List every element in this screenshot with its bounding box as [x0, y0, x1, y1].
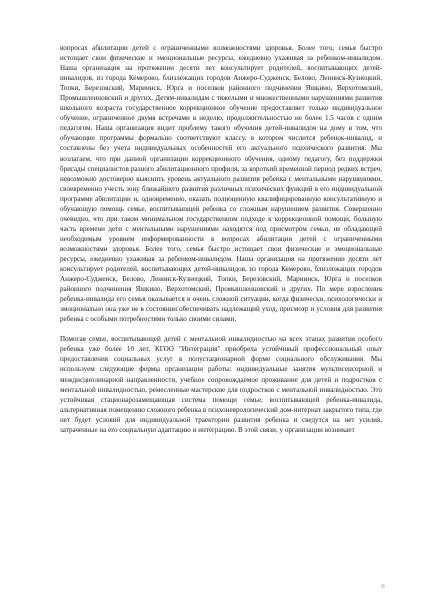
document-body — [60, 43, 382, 435]
page-corner-dot — [381, 584, 385, 588]
paragraph-integration-experience: Помогая семье, воспитывающей детей с ментальной инвалидностью на всех этапах развития особого ребенка уже более 10 лет, КГОО "Интеграция" приобрела устойчивый профессиональный опыт предоставления социальных услуг в полустационарной форме социального обслуживания. Мы используем следующие формы организации работы: индивидуальные занятия мультисенсорной и междисциплинарной направленности, учебное сопровождаемое проживание для детей и подростков с ментальной инвалидностью, ремесленные мастерские для подростков с ментальной инвалидностью. Это устойчивая стационарозамещающая система помощи семье, воспитывающей ребенка-инвалида, альтернативная помещению сложного ребенка в психоневрологический дом-интернат закрытого типа, где нет будет условий для индивидуальной траектории развития ребенка и сведутся на нет усилия, затраченные на его социальную адаптацию и интеграцию. В этой связи, у организации возникает — [60, 335, 382, 434]
paragraph-abilitation-context: вопросах абилитации детей с ограниченными возможностями здоровья. Более того, семья быстро истощает свои физические и эмоциональные ресурсы, ежедневно ухаживая за ребенком-инвалидом. Наша организация на протяжении десяти лет консультирует родителей, воспитывающих детей-инвалидов, из города Кемерово, близлежащих городов Анжеро-Судженск, Белово, Ленинск-Кузнецкий, Топки, Березовский, Мариинск, Юрга и поселков районного подчинения Яшкино, Верхотомский, Промышленновский и других. Детям-инвалидам с тяжелыми и множественными нарушениями развития школьного возраста государственное коррекционное обучение предоставляет только индивидуальное обучение, ограниченное двумя встречами в неделю, продолжительностью не более 1.5 часов с одним педагогом. Наша организация видит проблему такого обучения детей-инвалидов на дому в том, что обучающие программы формально соответствуют классу, в котором числится ребенок-инвалид, и составлены без учета индивидуальных особенностей его актуального психического развития. Мы возлагаем, что при данной организации коррекционного обучения, одному педагогу, без поддержки бригады специалистов разного абилитационного профиля, за короткий временной период редких встреч, невозможно достоверно выяснить уровень актуального развития ребенка с ментальными нарушениями, своевременно учесть зону ближайшего развития различных психических функций в его индивидуальной программе абилитации и, одновременно, оказать полноценную квалифицированную консультативную и обучающую помощь семье, воспитывающей ребенка со сложным нарушением развития. Совершенно очевидно, что при таком минимальном государственном подходе к коррекционной помощи, большую часть времени дети с ментальными нарушениями находятся под присмотром семьи, не обладающей необходимым уровнем информированности в вопросах абилитации детей с ограниченными возможностями здоровья. Более того, семья быстро истощает свои физические и эмоциональные ресурсы, ежедневно ухаживая за ребенком-инвалидом. Наша организация на протяжении десяти лет консультирует родителей, воспитывающих детей-инвалидов, из города Кемерово, близлежащих городов Анжеро-Судженск, Белово, Ленинск-Кузнецкий, Топки, Березовский, Мариинск, Юрга и поселков районного подчинения Яшкино, Верхотомский, Промышленновский и других. По мере взросления ребенка-инвалида его семья оказывается в очень сложной ситуации, когда физически, психологически и эмоционально она уже не в состоянии обеспечивать надлежащий уход, присмотр и условия для развития ребенка с особыми потребностями только своими силами. — [60, 44, 382, 324]
